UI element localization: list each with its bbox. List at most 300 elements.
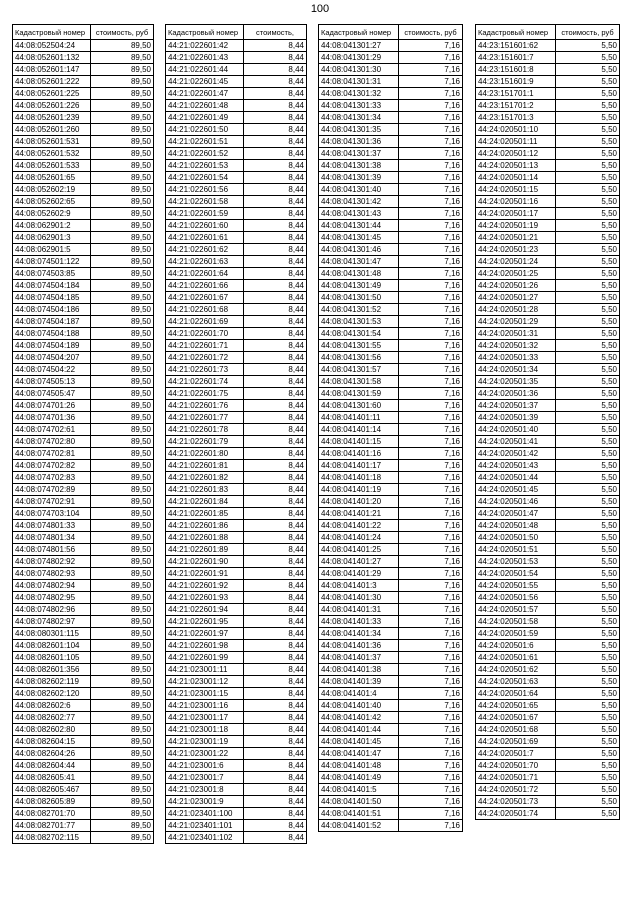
cost-cell: 7,16 bbox=[399, 568, 463, 580]
table-row bbox=[476, 268, 620, 280]
table-row bbox=[13, 628, 154, 640]
cost-cell: 7,16 bbox=[399, 112, 463, 124]
table-row bbox=[166, 760, 307, 772]
cadastral-number-cell: 44:24:020501:67 bbox=[476, 712, 556, 724]
cost-cell: 8,44 bbox=[244, 460, 307, 472]
cadastral-number-cell: 44:08:041301:42 bbox=[319, 196, 399, 208]
table-row bbox=[13, 496, 154, 508]
cadastral-number-cell: 44:08:074802:96 bbox=[13, 604, 91, 616]
cadastral-number-cell: 44:08:041401:39 bbox=[319, 676, 399, 688]
cadastral-number-cell: 44:24:020501:40 bbox=[476, 424, 556, 436]
cadastral-number-cell: 44:21:022601:97 bbox=[166, 628, 244, 640]
cost-cell: 7,16 bbox=[399, 136, 463, 148]
cost-cell: 8,44 bbox=[244, 568, 307, 580]
cost-cell: 5,50 bbox=[556, 172, 620, 184]
cadastral-number-cell: 44:24:020501:41 bbox=[476, 436, 556, 448]
cadastral-number-cell: 44:21:022601:67 bbox=[166, 292, 244, 304]
cost-cell: 7,16 bbox=[399, 556, 463, 568]
cadastral-number-cell: 44:21:022601:48 bbox=[166, 100, 244, 112]
cadastral-number-cell: 44:08:074802:95 bbox=[13, 592, 91, 604]
cost-cell: 5,50 bbox=[556, 736, 620, 748]
cadastral-number-cell: 44:24:020501:63 bbox=[476, 676, 556, 688]
cost-cell: 8,44 bbox=[244, 712, 307, 724]
cadastral-number-cell: 44:21:022601:91 bbox=[166, 568, 244, 580]
cadastral-number-cell: 44:08:082602:120 bbox=[13, 688, 91, 700]
table-row bbox=[13, 460, 154, 472]
table-row bbox=[319, 784, 463, 796]
table-row bbox=[319, 184, 463, 196]
cost-cell: 7,16 bbox=[399, 724, 463, 736]
table-row bbox=[476, 328, 620, 340]
table-row bbox=[476, 460, 620, 472]
cadastral-number-cell: 44:23:151701:2 bbox=[476, 100, 556, 112]
cost-cell: 7,16 bbox=[399, 388, 463, 400]
cost-cell: 5,50 bbox=[556, 196, 620, 208]
cadastral-number-cell: 44:08:041401:51 bbox=[319, 808, 399, 820]
cadastral-number-cell: 44:24:020501:65 bbox=[476, 700, 556, 712]
cost-cell: 89,50 bbox=[91, 616, 154, 628]
cadastral-number-cell: 44:08:041301:44 bbox=[319, 220, 399, 232]
cadastral-number-cell: 44:08:074504:188 bbox=[13, 328, 91, 340]
column-header-cadastral-number: Кадастровый номер bbox=[319, 25, 399, 40]
cadastral-number-cell: 44:08:082602:77 bbox=[13, 712, 91, 724]
cadastral-number-cell: 44:21:022601:95 bbox=[166, 616, 244, 628]
cadastral-number-cell: 44:24:020501:33 bbox=[476, 352, 556, 364]
cost-cell: 89,50 bbox=[91, 232, 154, 244]
table-row bbox=[476, 184, 620, 196]
cadastral-number-cell: 44:24:020501:19 bbox=[476, 220, 556, 232]
table-row bbox=[476, 592, 620, 604]
cadastral-number-cell: 44:08:041301:38 bbox=[319, 160, 399, 172]
table-row bbox=[319, 376, 463, 388]
cost-cell: 5,50 bbox=[556, 508, 620, 520]
cadastral-number-cell: 44:21:022601:77 bbox=[166, 412, 244, 424]
cadastral-number-cell: 44:24:020501:64 bbox=[476, 688, 556, 700]
cost-cell: 5,50 bbox=[556, 652, 620, 664]
table-row bbox=[166, 100, 307, 112]
cadastral-number-cell: 44:24:020501:46 bbox=[476, 496, 556, 508]
cost-cell: 7,16 bbox=[399, 184, 463, 196]
cost-cell: 7,16 bbox=[399, 280, 463, 292]
cadastral-number-cell: 44:08:041401:44 bbox=[319, 724, 399, 736]
cadastral-number-cell: 44:21:022601:92 bbox=[166, 580, 244, 592]
table-row bbox=[476, 472, 620, 484]
cadastral-number-cell: 44:08:041401:15 bbox=[319, 436, 399, 448]
cost-cell: 8,44 bbox=[244, 796, 307, 808]
cadastral-number-cell: 44:24:020501:58 bbox=[476, 616, 556, 628]
table-row bbox=[476, 640, 620, 652]
cadastral-number-cell: 44:08:041401:24 bbox=[319, 532, 399, 544]
table-row bbox=[13, 772, 154, 784]
cadastral-number-cell: 44:08:074802:93 bbox=[13, 568, 91, 580]
cost-cell: 5,50 bbox=[556, 304, 620, 316]
table-row bbox=[166, 580, 307, 592]
cadastral-number-cell: 44:24:020501:34 bbox=[476, 364, 556, 376]
table-row bbox=[13, 592, 154, 604]
cost-cell: 8,44 bbox=[244, 352, 307, 364]
cost-cell: 5,50 bbox=[556, 328, 620, 340]
cadastral-number-cell: 44:24:020501:71 bbox=[476, 772, 556, 784]
cost-cell: 89,50 bbox=[91, 304, 154, 316]
cost-cell: 7,16 bbox=[399, 316, 463, 328]
cost-cell: 8,44 bbox=[244, 424, 307, 436]
table-row bbox=[13, 184, 154, 196]
cadastral-number-cell: 44:21:022601:44 bbox=[166, 64, 244, 76]
table-row bbox=[476, 652, 620, 664]
table-row bbox=[13, 556, 154, 568]
cadastral-number-cell: 44:08:074505:47 bbox=[13, 388, 91, 400]
table-row bbox=[319, 364, 463, 376]
cadastral-number-cell: 44:08:041301:45 bbox=[319, 232, 399, 244]
table-row bbox=[476, 220, 620, 232]
cost-cell: 7,16 bbox=[399, 688, 463, 700]
cadastral-table-2 bbox=[165, 24, 307, 844]
table-row bbox=[476, 736, 620, 748]
table-row bbox=[13, 520, 154, 532]
cadastral-number-cell: 44:24:020501:62 bbox=[476, 664, 556, 676]
cost-cell: 7,16 bbox=[399, 736, 463, 748]
table-row bbox=[476, 772, 620, 784]
cadastral-number-cell: 44:08:041401:18 bbox=[319, 472, 399, 484]
cost-cell: 89,50 bbox=[91, 460, 154, 472]
table-row bbox=[319, 472, 463, 484]
cadastral-number-cell: 44:24:020501:43 bbox=[476, 460, 556, 472]
table-row bbox=[319, 772, 463, 784]
cost-cell: 5,50 bbox=[556, 364, 620, 376]
cadastral-number-cell: 44:24:020501:51 bbox=[476, 544, 556, 556]
table-row bbox=[13, 220, 154, 232]
table-row bbox=[13, 112, 154, 124]
table-row bbox=[166, 712, 307, 724]
table-row bbox=[166, 304, 307, 316]
table-row bbox=[476, 136, 620, 148]
cadastral-number-cell: 44:21:022601:80 bbox=[166, 448, 244, 460]
cost-cell: 7,16 bbox=[399, 616, 463, 628]
cost-cell: 89,50 bbox=[91, 280, 154, 292]
cadastral-number-cell: 44:08:041301:57 bbox=[319, 364, 399, 376]
cost-cell: 7,16 bbox=[399, 640, 463, 652]
table-row bbox=[13, 796, 154, 808]
table-row bbox=[166, 736, 307, 748]
table-row bbox=[476, 124, 620, 136]
cost-cell: 89,50 bbox=[91, 100, 154, 112]
cost-cell: 8,44 bbox=[244, 88, 307, 100]
cost-cell: 89,50 bbox=[91, 484, 154, 496]
cost-cell: 8,44 bbox=[244, 208, 307, 220]
cost-cell: 8,44 bbox=[244, 400, 307, 412]
cost-cell: 89,50 bbox=[91, 292, 154, 304]
table-row bbox=[476, 196, 620, 208]
cadastral-number-cell: 44:08:041401:17 bbox=[319, 460, 399, 472]
cadastral-number-cell: 44:08:041301:53 bbox=[319, 316, 399, 328]
cost-cell: 8,44 bbox=[244, 508, 307, 520]
cadastral-number-cell: 44:08:052602:9 bbox=[13, 208, 91, 220]
table-row bbox=[476, 484, 620, 496]
cost-cell: 7,16 bbox=[399, 52, 463, 64]
table-row bbox=[166, 268, 307, 280]
table-row bbox=[13, 748, 154, 760]
cost-cell: 7,16 bbox=[399, 352, 463, 364]
cadastral-number-cell: 44:24:020501:54 bbox=[476, 568, 556, 580]
cadastral-number-cell: 44:08:041401:47 bbox=[319, 748, 399, 760]
table-row bbox=[13, 292, 154, 304]
cadastral-number-cell: 44:21:023001:16 bbox=[166, 700, 244, 712]
cadastral-number-cell: 44:24:020501:55 bbox=[476, 580, 556, 592]
cost-cell: 5,50 bbox=[556, 292, 620, 304]
table-row bbox=[476, 604, 620, 616]
cost-cell: 7,16 bbox=[399, 40, 463, 52]
cadastral-number-cell: 44:08:041401:3 bbox=[319, 580, 399, 592]
cadastral-number-cell: 44:24:020501:13 bbox=[476, 160, 556, 172]
table-row bbox=[166, 436, 307, 448]
cadastral-number-cell: 44:21:023401:102 bbox=[166, 832, 244, 844]
cadastral-number-cell: 44:21:022601:52 bbox=[166, 148, 244, 160]
cadastral-number-cell: 44:08:074505:13 bbox=[13, 376, 91, 388]
table-row bbox=[166, 664, 307, 676]
cost-cell: 89,50 bbox=[91, 520, 154, 532]
cost-cell: 7,16 bbox=[399, 124, 463, 136]
cost-cell: 8,44 bbox=[244, 148, 307, 160]
cadastral-number-cell: 44:08:041301:29 bbox=[319, 52, 399, 64]
cadastral-number-cell: 44:21:022601:93 bbox=[166, 592, 244, 604]
cadastral-number-cell: 44:08:082605:41 bbox=[13, 772, 91, 784]
table-row bbox=[476, 88, 620, 100]
table-row bbox=[13, 196, 154, 208]
cost-cell: 5,50 bbox=[556, 772, 620, 784]
table-row bbox=[319, 520, 463, 532]
cadastral-number-cell: 44:21:022601:85 bbox=[166, 508, 244, 520]
cost-cell: 89,50 bbox=[91, 568, 154, 580]
table-row bbox=[13, 136, 154, 148]
table-row bbox=[166, 832, 307, 844]
cadastral-number-cell: 44:21:022601:59 bbox=[166, 208, 244, 220]
cost-cell: 5,50 bbox=[556, 784, 620, 796]
cost-cell: 8,44 bbox=[244, 832, 307, 844]
table-row bbox=[319, 232, 463, 244]
table-row bbox=[166, 556, 307, 568]
cadastral-number-cell: 44:24:020501:36 bbox=[476, 388, 556, 400]
table-row bbox=[166, 532, 307, 544]
table-row bbox=[476, 256, 620, 268]
table-row bbox=[319, 616, 463, 628]
table-row bbox=[476, 148, 620, 160]
cadastral-number-cell: 44:08:041301:34 bbox=[319, 112, 399, 124]
table-row bbox=[319, 544, 463, 556]
table-row bbox=[166, 52, 307, 64]
cadastral-number-cell: 44:08:041301:35 bbox=[319, 124, 399, 136]
table-row bbox=[476, 580, 620, 592]
cadastral-number-cell: 44:21:023001:11 bbox=[166, 664, 244, 676]
cost-cell: 8,44 bbox=[244, 232, 307, 244]
cadastral-number-cell: 44:08:074702:91 bbox=[13, 496, 91, 508]
cost-cell: 7,16 bbox=[399, 256, 463, 268]
cadastral-number-cell: 44:08:074703:104 bbox=[13, 508, 91, 520]
table-row bbox=[319, 736, 463, 748]
cadastral-number-cell: 44:08:082604:15 bbox=[13, 736, 91, 748]
table-row bbox=[319, 700, 463, 712]
cadastral-number-cell: 44:08:041401:4 bbox=[319, 688, 399, 700]
cadastral-number-cell: 44:24:020501:44 bbox=[476, 472, 556, 484]
cost-cell: 89,50 bbox=[91, 808, 154, 820]
cadastral-number-cell: 44:21:023001:8 bbox=[166, 784, 244, 796]
table-row bbox=[319, 352, 463, 364]
cost-cell: 8,44 bbox=[244, 640, 307, 652]
table-row bbox=[166, 460, 307, 472]
cadastral-number-cell: 44:08:082701:70 bbox=[13, 808, 91, 820]
cadastral-number-cell: 44:21:023401:101 bbox=[166, 820, 244, 832]
table-row bbox=[13, 424, 154, 436]
cost-cell: 7,16 bbox=[399, 496, 463, 508]
cost-cell: 7,16 bbox=[399, 376, 463, 388]
cadastral-number-cell: 44:08:041401:40 bbox=[319, 700, 399, 712]
table-row bbox=[166, 136, 307, 148]
cost-cell: 5,50 bbox=[556, 568, 620, 580]
cadastral-number-cell: 44:24:020501:72 bbox=[476, 784, 556, 796]
cost-cell: 8,44 bbox=[244, 556, 307, 568]
cadastral-number-cell: 44:08:082602:119 bbox=[13, 676, 91, 688]
cadastral-number-cell: 44:21:022601:79 bbox=[166, 436, 244, 448]
table-row bbox=[476, 352, 620, 364]
cadastral-number-cell: 44:21:022601:60 bbox=[166, 220, 244, 232]
table-row bbox=[13, 268, 154, 280]
cost-cell: 7,16 bbox=[399, 436, 463, 448]
cadastral-number-cell: 44:08:074504:185 bbox=[13, 292, 91, 304]
table-row bbox=[13, 760, 154, 772]
cadastral-number-cell: 44:08:082702:115 bbox=[13, 832, 91, 844]
cadastral-number-cell: 44:08:041301:33 bbox=[319, 100, 399, 112]
cadastral-number-cell: 44:23:151601:9 bbox=[476, 76, 556, 88]
table-row bbox=[319, 760, 463, 772]
cost-cell: 5,50 bbox=[556, 436, 620, 448]
cost-cell: 7,16 bbox=[399, 652, 463, 664]
cadastral-number-cell: 44:08:082605:89 bbox=[13, 796, 91, 808]
cost-cell: 89,50 bbox=[91, 424, 154, 436]
cadastral-number-cell: 44:08:062901:5 bbox=[13, 244, 91, 256]
table-row bbox=[319, 460, 463, 472]
cadastral-number-cell: 44:21:022601:70 bbox=[166, 328, 244, 340]
table-row bbox=[166, 40, 307, 52]
table-row bbox=[166, 688, 307, 700]
cost-cell: 89,50 bbox=[91, 604, 154, 616]
cadastral-table-4 bbox=[475, 24, 620, 820]
cost-cell: 8,44 bbox=[244, 172, 307, 184]
table-row bbox=[166, 160, 307, 172]
cost-cell: 8,44 bbox=[244, 184, 307, 196]
table-row bbox=[13, 664, 154, 676]
column-header-cadastral-number: Кадастровый номер bbox=[476, 25, 556, 40]
table-row bbox=[13, 232, 154, 244]
table-row bbox=[319, 436, 463, 448]
cadastral-number-cell: 44:21:022601:42 bbox=[166, 40, 244, 52]
cost-cell: 89,50 bbox=[91, 508, 154, 520]
table-row bbox=[319, 100, 463, 112]
cost-cell: 5,50 bbox=[556, 424, 620, 436]
cadastral-number-cell: 44:08:041401:42 bbox=[319, 712, 399, 724]
table-row bbox=[476, 700, 620, 712]
cost-cell: 89,50 bbox=[91, 436, 154, 448]
cost-cell: 7,16 bbox=[399, 628, 463, 640]
cost-cell: 89,50 bbox=[91, 760, 154, 772]
cost-cell: 7,16 bbox=[399, 244, 463, 256]
table-row bbox=[166, 676, 307, 688]
table-row bbox=[13, 280, 154, 292]
table-row bbox=[476, 724, 620, 736]
table-row bbox=[166, 772, 307, 784]
cadastral-number-cell: 44:21:022601:64 bbox=[166, 268, 244, 280]
cadastral-number-cell: 44:08:074504:187 bbox=[13, 316, 91, 328]
cost-cell: 89,50 bbox=[91, 256, 154, 268]
cadastral-number-cell: 44:21:023001:22 bbox=[166, 748, 244, 760]
cadastral-number-cell: 44:21:022601:84 bbox=[166, 496, 244, 508]
table-row bbox=[166, 820, 307, 832]
table-row bbox=[13, 88, 154, 100]
cadastral-number-cell: 44:21:022601:86 bbox=[166, 520, 244, 532]
cadastral-number-cell: 44:08:041401:37 bbox=[319, 652, 399, 664]
cost-cell: 7,16 bbox=[399, 820, 463, 832]
table-row bbox=[476, 784, 620, 796]
table-row bbox=[319, 676, 463, 688]
cost-cell: 8,44 bbox=[244, 760, 307, 772]
table-row bbox=[13, 820, 154, 832]
table-row bbox=[166, 640, 307, 652]
cadastral-number-cell: 44:21:022601:88 bbox=[166, 532, 244, 544]
cadastral-number-cell: 44:08:052601:260 bbox=[13, 124, 91, 136]
table-row bbox=[166, 628, 307, 640]
cadastral-number-cell: 44:24:020501:57 bbox=[476, 604, 556, 616]
cadastral-number-cell: 44:21:023001:15 bbox=[166, 688, 244, 700]
cadastral-table-1 bbox=[12, 24, 154, 844]
cost-cell: 89,50 bbox=[91, 160, 154, 172]
cost-cell: 89,50 bbox=[91, 688, 154, 700]
cost-cell: 8,44 bbox=[244, 736, 307, 748]
cadastral-number-cell: 44:08:041401:33 bbox=[319, 616, 399, 628]
cost-cell: 5,50 bbox=[556, 448, 620, 460]
table-row bbox=[476, 280, 620, 292]
cost-cell: 7,16 bbox=[399, 664, 463, 676]
table-row bbox=[319, 748, 463, 760]
table-row bbox=[13, 400, 154, 412]
cadastral-number-cell: 44:08:080301:115 bbox=[13, 628, 91, 640]
cadastral-number-cell: 44:08:041301:31 bbox=[319, 76, 399, 88]
cost-cell: 7,16 bbox=[399, 196, 463, 208]
table-row bbox=[476, 508, 620, 520]
cadastral-number-cell: 44:08:074702:82 bbox=[13, 460, 91, 472]
table-row bbox=[166, 520, 307, 532]
cadastral-number-cell: 44:08:041401:36 bbox=[319, 640, 399, 652]
cost-cell: 89,50 bbox=[91, 376, 154, 388]
cadastral-number-cell: 44:08:074702:89 bbox=[13, 484, 91, 496]
cadastral-number-cell: 44:08:074702:83 bbox=[13, 472, 91, 484]
table-row bbox=[166, 364, 307, 376]
cost-cell: 7,16 bbox=[399, 172, 463, 184]
table-row bbox=[476, 232, 620, 244]
table-row bbox=[319, 820, 463, 832]
cost-cell: 89,50 bbox=[91, 556, 154, 568]
cadastral-number-cell: 44:24:020501:31 bbox=[476, 328, 556, 340]
cadastral-number-cell: 44:08:074504:189 bbox=[13, 340, 91, 352]
table-row bbox=[319, 196, 463, 208]
table-row bbox=[476, 628, 620, 640]
cost-cell: 89,50 bbox=[91, 328, 154, 340]
cost-cell: 8,44 bbox=[244, 580, 307, 592]
cadastral-number-cell: 44:21:022601:62 bbox=[166, 244, 244, 256]
cost-cell: 7,16 bbox=[399, 100, 463, 112]
table-row bbox=[319, 508, 463, 520]
cadastral-number-cell: 44:08:082601:104 bbox=[13, 640, 91, 652]
cadastral-number-cell: 44:08:052601:222 bbox=[13, 76, 91, 88]
cadastral-number-cell: 44:08:041301:27 bbox=[319, 40, 399, 52]
cost-cell: 8,44 bbox=[244, 376, 307, 388]
